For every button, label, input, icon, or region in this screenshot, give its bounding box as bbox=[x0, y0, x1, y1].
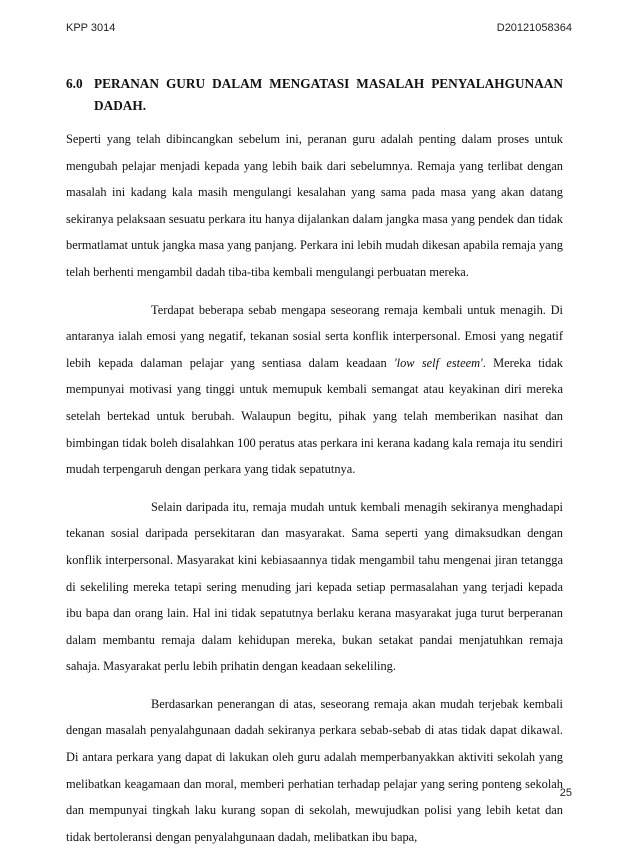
page-header bbox=[66, 22, 572, 38]
section-number: 6.0 PERANAN bbox=[66, 76, 160, 91]
heading-word: MASALAH bbox=[356, 76, 425, 91]
paragraph-3: Selain daripada itu, remaja mudah untuk kembali menagih sekiranya menghadapi tekanan sosial daripada persekitaran dan masyarakat. Sama seperti yang dimaksudkan dengan konflik interpersonal. Masyarakat kini kebiasaannya tidak mengambil tahu mengenai jiran tetangga di sekeliling mereka tetapi sering menuding jari kepada setiap permasalahan yang terjadi kepada ibu bapa dan orang lain. Hal ini tidak sepatutnya berlaku kerana masyarakat juga turut berperanan dalam membantu remaja dalam kehidupan mereka, bukan setakat pandai menjatuhkan remaja sahaja. Masyarakat perlu lebih prihatin dengan keadaan sekeliling. bbox=[66, 499, 563, 674]
section-heading bbox=[66, 74, 563, 116]
course-code: KPP 3014 bbox=[66, 22, 116, 34]
heading-word: MENGATASI bbox=[269, 76, 350, 91]
heading-word: PENYALAHGUNAAN bbox=[431, 76, 563, 91]
section-heading-line-2: DADAH. bbox=[94, 98, 147, 113]
paragraph-1: Seperti yang telah dibincangkan sebelum ini, peranan guru adalah penting dalam proses untuk mengubah pelajar menjadi kepada yang lebih baik dari sebelumnya. Remaja yang terlibat dengan masalah ini kadang kala masih mengulangi kesalahan yang sama pada masa yang akan datang sekiranya pelaksaan sesuatu perkara itu hanya dijalankan dalam jangka masa yang pendek dan tidak bermatlamat untuk jangka masa yang panjang. Perkara ini lebih mudah dikesan apabila remaja yang telah berhenti mengambil dadah tiba-tiba kembali mengulangi perbuatan mereka. bbox=[66, 132, 563, 279]
heading-word: GURU bbox=[165, 76, 206, 91]
heading-word: DALAM bbox=[212, 76, 263, 91]
document-body bbox=[66, 126, 563, 861]
italic-phrase: 'low self esteem' bbox=[394, 355, 483, 370]
paragraph-2: Terdapat beberapa sebab mengapa seseorang remaja kembali untuk menagih. Di antaranya ialah emosi yang negatif, tekanan sosial serta konflik interpersonal. Emosi yang negatif lebih kepada dalaman pelajar yang sentiasa dalam keadaan 'low self esteem'. Mereka tidak mempunyai motivasi yang tinggi untuk memupuk kembali semangat atau keyakinan diri mereka setelah bertekad untuk berubah. Walaupun begitu, pihak yang telah memberikan nasihat dan bimbingan tidak boleh disalahkan 100 peratus atas perkara ini kerana kadang kala remaja itu sendiri mudah terpengaruh dengan perkara yang tidak sepatutnya. bbox=[66, 302, 564, 477]
page-number: 25 bbox=[559, 787, 572, 799]
paragraph-4: Berdasarkan penerangan di atas, seseorang remaja akan mudah terjebak kembali dengan masalah penyalahgunaan dadah sekiranya perkara sebab-sebab di atas tidak dapat dikawal. Di antara perkara yang dapat di lakukan oleh guru adalah memperbanyakkan aktiviti sekolah yang melibatkan keagamaan dan moral, memberi perhatian terhadap pelajar yang sering ponteng sekolah dan mempunyai tingkah laku kurang sopan di sekolah, mewujudkan polisi yang lebih ketat dan tidak bertoleransi dengan penyalahgunaan dadah, melibatkan ibu bapa, bbox=[66, 696, 563, 844]
section-heading-line-1 bbox=[66, 74, 563, 94]
student-id: D20121058364 bbox=[496, 22, 572, 34]
